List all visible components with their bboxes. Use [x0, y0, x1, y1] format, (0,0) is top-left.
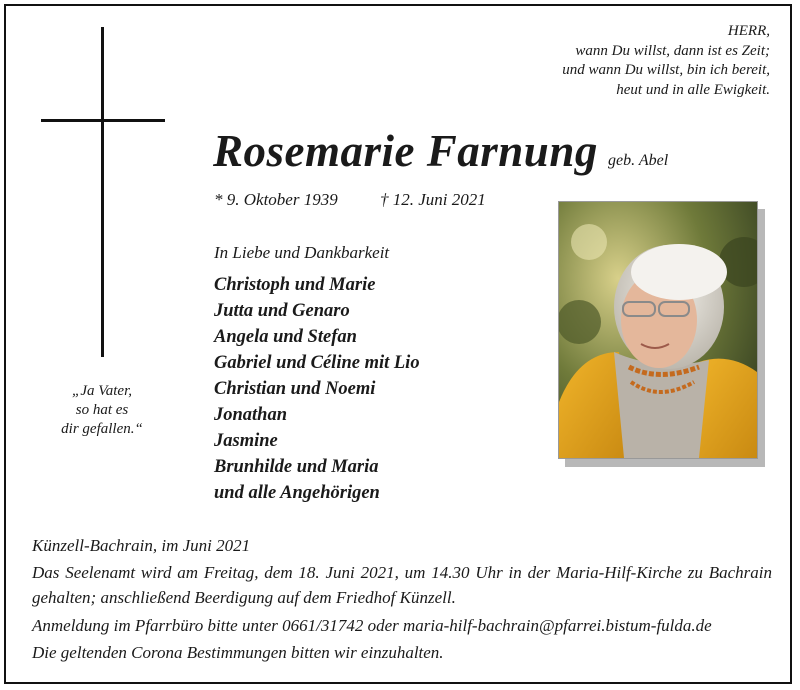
- birth-name: geb. Abel: [608, 152, 669, 169]
- cross-icon: [101, 27, 104, 357]
- verse-line: heut und in alle Ewigkeit.: [616, 81, 770, 98]
- verse-line: wann Du willst, dann ist es Zeit;: [575, 42, 770, 59]
- mourner-item: Jonathan: [214, 405, 288, 425]
- mourners-list: [214, 272, 420, 506]
- mourner-item: Brunhilde und Maria: [214, 457, 379, 477]
- mourner-item: Christoph und Marie: [214, 275, 376, 295]
- bible-verse: [562, 22, 770, 100]
- verse-line: HERR,: [727, 23, 770, 39]
- mourner-item: Gabriel und Céline mit Lio: [214, 353, 420, 373]
- mourner-item: Angela und Stefan: [214, 327, 357, 347]
- service-info: Das Seelenamt wird am Freitag, dem 18. Juni 2021, um 14.30 Uhr in der Maria-Hilf-Kirche zu Bachrain gehalten; anschließend Beerdigung auf dem Friedhof Künzell.: [32, 563, 772, 607]
- deceased-name: Rosemarie Farnung: [213, 126, 598, 176]
- death-date: † 12. Juni 2021: [379, 190, 486, 209]
- verse-line: und wann Du willst, bin ich bereit,: [562, 62, 770, 78]
- portrait-illustration: [559, 202, 757, 458]
- mourner-item: Christian und Noemi: [214, 379, 376, 399]
- mourner-item: Jutta und Genaro: [214, 301, 350, 321]
- corona-notice: Die geltenden Corona Bestimmungen bitten wir einzuhalten.: [32, 643, 444, 662]
- portrait-photo: [558, 201, 758, 459]
- quote-line: so hat es: [75, 402, 129, 418]
- birth-date: * 9. Oktober 1939: [214, 190, 338, 209]
- place-date: Künzell-Bachrain, im Juni 2021: [32, 536, 251, 555]
- quote-line: „Ja Vater,: [72, 383, 132, 399]
- registration-info: Anmeldung im Pfarrbüro bitte unter 0661/31742 oder maria-hilf-bachrain@pfarrei.bistum-fulda.de: [32, 616, 712, 635]
- cross-icon-bar: [41, 119, 165, 122]
- quote: [50, 382, 154, 439]
- mourners-intro: In Liebe und Dankbarkeit: [214, 243, 390, 262]
- announcement-details: [32, 533, 772, 667]
- mourner-item: Jasmine: [214, 431, 278, 451]
- mourner-item: und alle Angehörigen: [214, 483, 380, 503]
- life-dates: [214, 190, 486, 210]
- quote-line: dir gefallen.“: [61, 421, 143, 437]
